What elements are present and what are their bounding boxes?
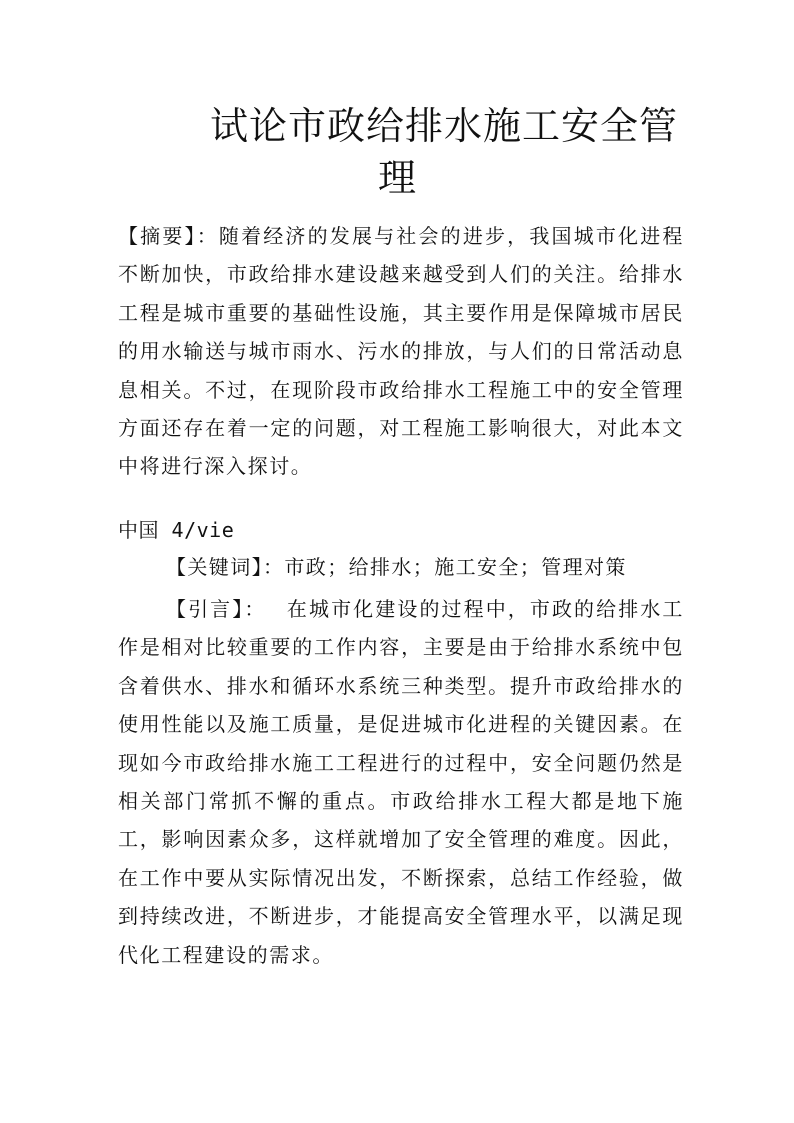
intro-paragraph — [118, 590, 684, 974]
origin-line: 中国 4/vie — [118, 518, 235, 542]
keywords-text: 市政；给排水；施工安全；管理对策 — [284, 555, 627, 579]
keywords-line — [166, 548, 627, 586]
abstract-paragraph — [118, 217, 684, 486]
abstract-text: 随着经济的发展与社会的进步，我国城市化进程不断加快，市政给排水建设越来越受到人们的关注。给排水工程是城市重要的基础性设施，其主要作用是保障城市居民的用水输送与城市雨水、污水的排放，与人们的日常活动息息相关。不过，在现阶段市政给排水工程施工中的安全管理方面还存在着一定的问题，对工程施工影响很大，对此本文中将进行深入探讨。 — [118, 224, 685, 479]
intro-text: 在城市化建设的过程中，市政的给排水工作是相对比较重要的工作内容，主要是由于给排水系统中包含着供水、排水和循环水系统三种类型。提升市政给排水的使用性能以及施工质量，是促进城市化进程的关键因素。在现如今市政给排水施工工程进行的过程中，安全问题仍然是相关部门常抓不懈的重点。市政给排水工程大都是地下施工，影响因素众多，这样就增加了安全管理的难度。因此，在工作中要从实际情况出发，不断探索，总结工作经验，做到持续改进，不断进步，才能提高安全管理水平，以满足现代化工程建设的需求。 — [118, 597, 684, 967]
document-title-line-2: 理 — [378, 156, 418, 200]
intro-label: 【引言】： — [166, 597, 267, 621]
keywords-label: 【关键词】： — [166, 555, 285, 579]
abstract-label: 【摘要】： — [118, 224, 219, 248]
document-title-line-1: 试论市政给排水施工安全管 — [210, 104, 679, 148]
